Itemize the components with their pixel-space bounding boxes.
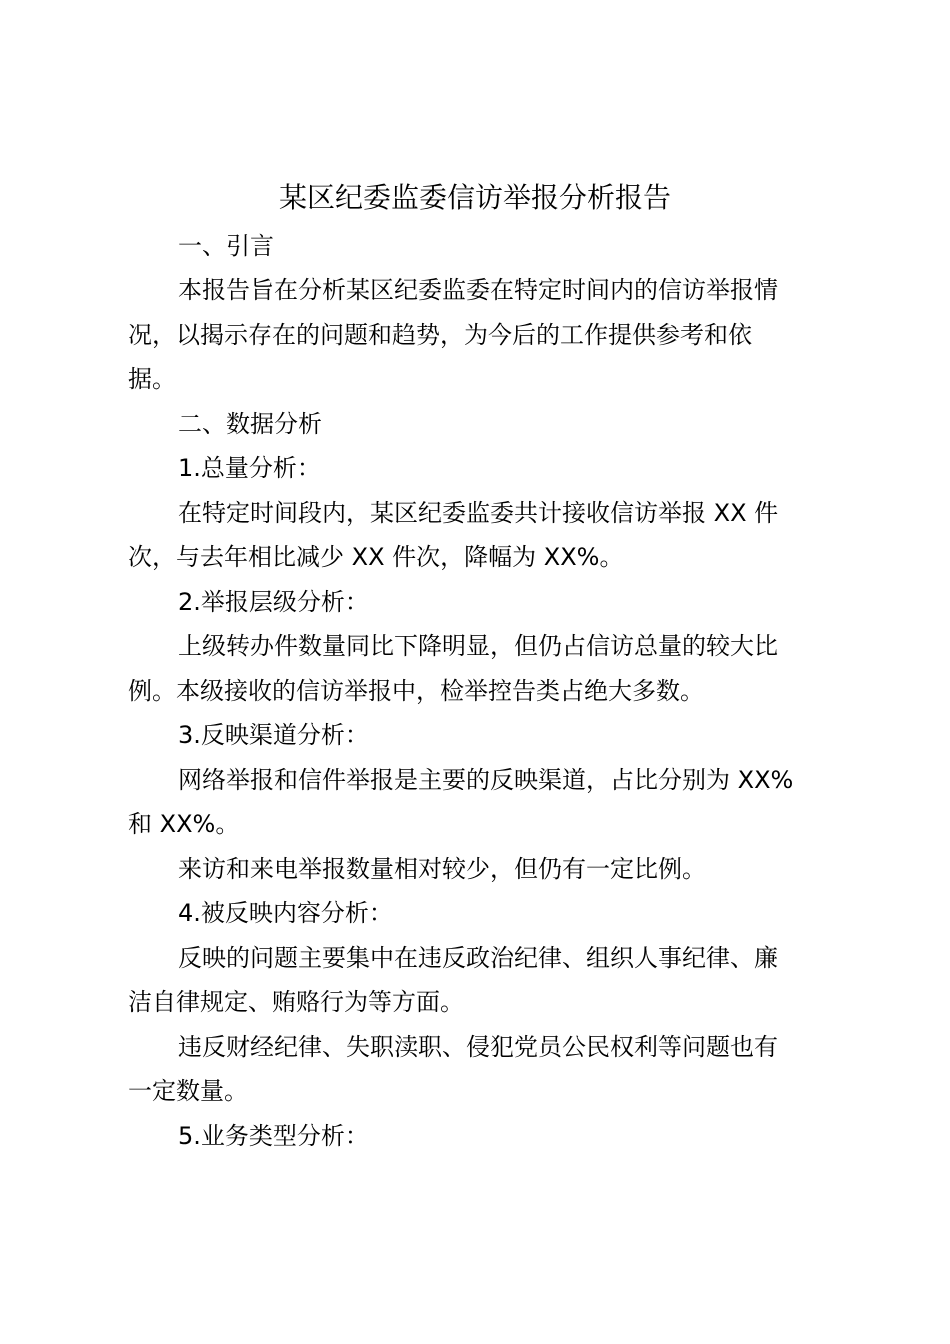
paragraph-line: 洁自律规定、贿赂行为等方面。 [128, 988, 464, 1016]
section-heading-data-analysis: 二、数据分析 [178, 410, 322, 438]
section-heading-introduction: 一、引言 [178, 232, 274, 260]
paragraph-line: 网络举报和信件举报是主要的反映渠道，占比分别为 XX% [178, 766, 794, 794]
subsection-heading-channel: 3.反映渠道分析： [178, 721, 369, 749]
paragraph-line: 和 XX%。 [128, 810, 240, 838]
paragraph-line: 一定数量。 [128, 1077, 248, 1105]
paragraph-line: 据。 [128, 365, 176, 393]
paragraph-line: 反映的问题主要集中在违反政治纪律、组织人事纪律、廉 [178, 944, 778, 972]
paragraph-line: 上级转办件数量同比下降明显，但仍占信访总量的较大比 [178, 632, 778, 660]
subsection-heading-level: 2.举报层级分析： [178, 588, 369, 616]
paragraph-line: 来访和来电举报数量相对较少，但仍有一定比例。 [178, 855, 706, 883]
paragraph-line: 次，与去年相比减少 XX 件次，降幅为 XX%。 [128, 543, 624, 571]
paragraph-line: 况，以揭示存在的问题和趋势，为今后的工作提供参考和依 [128, 321, 752, 349]
paragraph-line: 违反财经纪律、失职渎职、侵犯党员公民权利等问题也有 [178, 1033, 778, 1061]
paragraph-line: 本报告旨在分析某区纪委监委在特定时间内的信访举报情 [178, 276, 778, 304]
paragraph-line: 例。本级接收的信访举报中，检举控告类占绝大多数。 [128, 677, 704, 705]
subsection-heading-content: 4.被反映内容分析： [178, 899, 393, 927]
subsection-heading-business-type: 5.业务类型分析： [178, 1122, 369, 1150]
subsection-heading-total: 1.总量分析： [178, 454, 321, 482]
document-title: 某区纪委监委信访举报分析报告 [278, 181, 671, 214]
paragraph-line: 在特定时间段内，某区纪委监委共计接收信访举报 XX 件 [178, 499, 779, 527]
